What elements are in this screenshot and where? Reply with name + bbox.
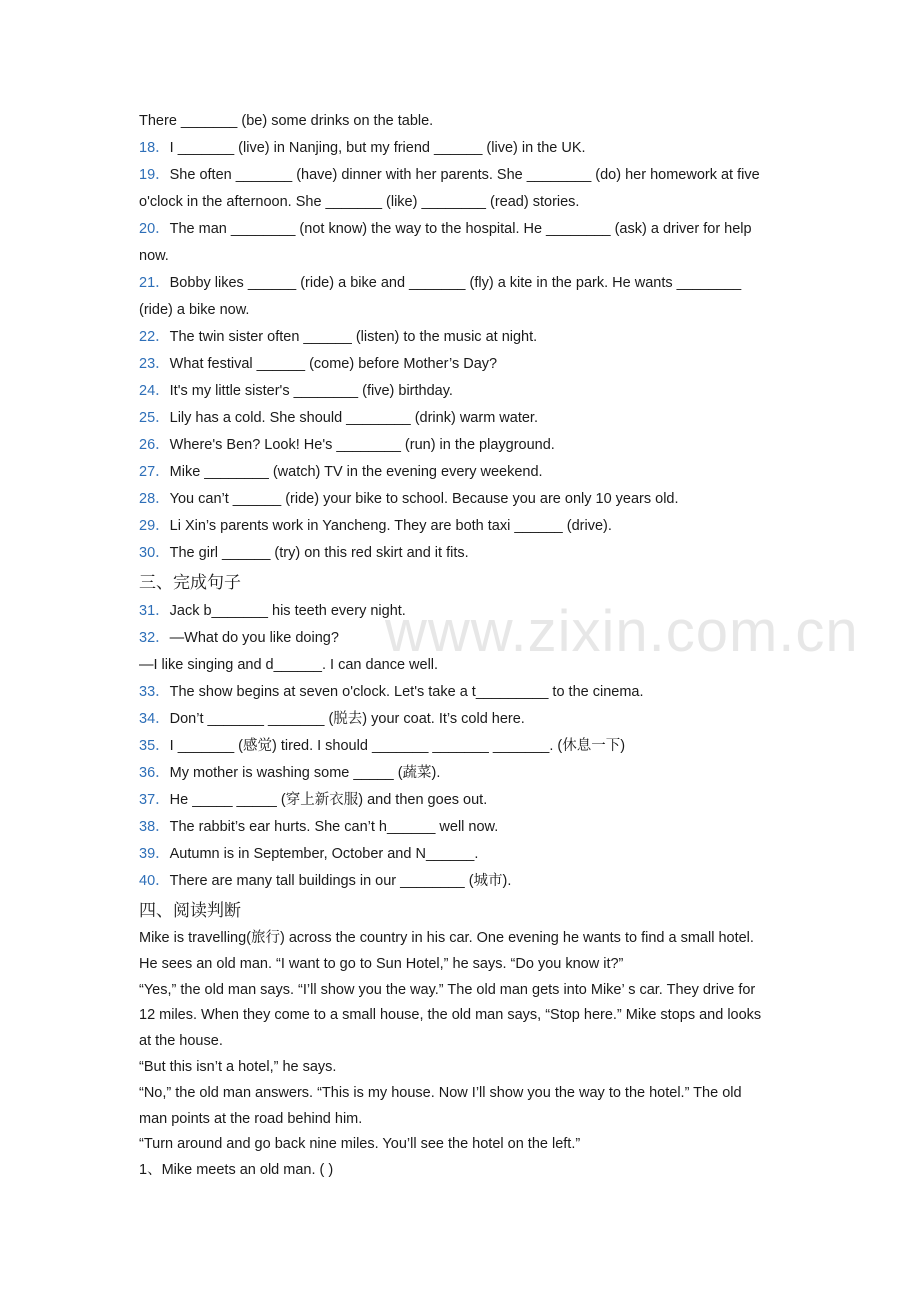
exercise-item: [139, 270, 789, 324]
question-number: 34．: [139, 711, 170, 727]
question-text: (ride) a bike now.: [139, 302, 250, 318]
exercise-line: [139, 733, 789, 760]
question-number: 22．: [139, 329, 170, 345]
exercise-line: [139, 814, 789, 841]
question-text: The show begins at seven o'clock. Let's take a t_________ to the cinema.: [169, 684, 644, 700]
exercise-item: [139, 814, 789, 841]
exercise-line-continued: [139, 652, 789, 679]
exercise-item: [139, 135, 789, 162]
exercise-item: [139, 432, 789, 459]
question-text: Where's Ben? Look! He's ________ (run) in the playground.: [169, 437, 555, 453]
question-text: I _______ (live) in Nanjing, but my friend ______ (live) in the UK.: [169, 140, 586, 156]
passage-line: man points at the road behind him.: [139, 1110, 363, 1127]
exercise-item: [139, 706, 789, 733]
question-text: There are many tall buildings in our ________ (城市).: [169, 873, 512, 889]
exercise-line: [139, 486, 789, 513]
question-number: 38．: [139, 819, 170, 835]
question-number: 25．: [139, 410, 170, 426]
passage-line: 1、Mike meets an old man. ( ): [139, 1162, 334, 1179]
exercise-line-continued: [139, 243, 789, 270]
sentence-completion-list: [139, 598, 789, 895]
exercise-line: [139, 598, 789, 625]
exercise-line-continued: [139, 189, 789, 216]
question-number: 27．: [139, 464, 170, 480]
question-number: 33．: [139, 684, 170, 700]
question-text: Mike ________ (watch) TV in the evening every weekend.: [169, 464, 543, 480]
question-number: 30．: [139, 545, 170, 561]
passage-line: “But this isn’t a hotel,” he says.: [139, 1058, 337, 1075]
section-4-title: 四、阅读判断: [139, 901, 241, 920]
reading-passage: [139, 926, 789, 1184]
question-text: —What do you like doing?: [169, 630, 339, 646]
grammar-exercise-list: [139, 135, 789, 567]
question-text: Bobby likes ______ (ride) a bike and _______ (fly) a kite in the park. He wants ________: [169, 275, 742, 291]
question-text: The twin sister often ______ (listen) to the music at night.: [169, 329, 538, 345]
question-number: 39．: [139, 846, 170, 862]
question-number: 37．: [139, 792, 170, 808]
exercise-line: [139, 513, 789, 540]
exercise-line: [139, 270, 789, 297]
question-number: 32．: [139, 630, 170, 646]
question-text: The man ________ (not know) the way to the hospital. He ________ (ask) a driver for help: [169, 221, 752, 237]
exercise-line: [139, 351, 789, 378]
question-text: It's my little sister's ________ (five) birthday.: [169, 383, 453, 399]
exercise-item: [139, 216, 789, 270]
exercise-line: [139, 324, 789, 351]
exercise-item: [139, 351, 789, 378]
question-text: Lily has a cold. She should ________ (drink) warm water.: [169, 410, 538, 426]
question-text: The rabbit’s ear hurts. She can’t h______ well now.: [169, 819, 499, 835]
question-text: I _______ (感觉) tired. I should _______ _______ _______. (休息一下): [169, 738, 626, 754]
exercise-line: [139, 135, 789, 162]
exercise-item: [139, 459, 789, 486]
exercise-item: [139, 378, 789, 405]
exercise-item: [139, 405, 789, 432]
question-text: Don’t _______ _______ (脱去) your coat. It’s cold here.: [169, 711, 525, 727]
exercise-line: [139, 787, 789, 814]
exercise-item: [139, 540, 789, 567]
exercise-item: [139, 841, 789, 868]
question-text: o'clock in the afternoon. She _______ (like) ________ (read) stories.: [139, 194, 580, 210]
question-number: 20．: [139, 221, 170, 237]
worksheet-page: [139, 108, 789, 1184]
exercise-item: [139, 324, 789, 351]
question-number: 23．: [139, 356, 170, 372]
exercise-item: [139, 868, 789, 895]
exercise-line: [139, 459, 789, 486]
exercise-line: [139, 868, 789, 895]
exercise-line: [139, 378, 789, 405]
exercise-item: [139, 679, 789, 706]
passage-line: Mike is travelling(旅行) across the country in his car. One evening he wants to find a small hotel.: [139, 930, 754, 946]
question-text: You can’t ______ (ride) your bike to school. Because you are only 10 years old.: [169, 491, 679, 507]
exercise-line: [139, 706, 789, 733]
section-3-title: 三、完成句子: [139, 573, 241, 592]
exercise-line: [139, 679, 789, 706]
exercise-line: [139, 841, 789, 868]
exercise-line: [139, 760, 789, 787]
exercise-item: [139, 598, 789, 625]
question-text: Li Xin’s parents work in Yancheng. They are both taxi ______ (drive).: [169, 518, 612, 534]
passage-line: He sees an old man. “I want to go to Sun Hotel,” he says. “Do you know it?”: [139, 955, 624, 972]
question-number: 35．: [139, 738, 170, 754]
passage-line: “Turn around and go back nine miles. You’ll see the hotel on the left.”: [139, 1136, 581, 1153]
watermark: www.zixin.com.cn: [385, 599, 859, 664]
question-text: She often _______ (have) dinner with her parents. She ________ (do) her homework at five: [169, 167, 760, 183]
question-number: 24．: [139, 383, 170, 399]
question-text: Jack b_______ his teeth every night.: [169, 603, 406, 619]
exercise-item: [139, 733, 789, 760]
question-number: 28．: [139, 491, 170, 507]
question-number: 19．: [139, 167, 170, 183]
question-text: He _____ _____ (穿上新衣服) and then goes out.: [169, 792, 488, 808]
exercise-line: [139, 162, 789, 189]
question-text: The girl ______ (try) on this red skirt and it fits.: [169, 545, 469, 561]
exercise-line: [139, 625, 789, 652]
question-text: Autumn is in September, October and N______.: [169, 846, 479, 862]
question-number: 26．: [139, 437, 170, 453]
exercise-item: [139, 760, 789, 787]
passage-line: at the house.: [139, 1033, 223, 1050]
passage-line: “Yes,” the old man says. “I’ll show you the way.” The old man gets into Mike’ s car. They drive for: [139, 981, 756, 998]
question-number: 21．: [139, 275, 170, 291]
exercise-line: [139, 216, 789, 243]
question-text: —I like singing and d______. I can dance well.: [139, 657, 439, 673]
exercise-item: [139, 486, 789, 513]
question-number: 36．: [139, 765, 170, 781]
question-number: 18．: [139, 140, 170, 156]
intro-sentence: There _______ (be) some drinks on the table.: [139, 113, 434, 129]
exercise-item: [139, 513, 789, 540]
exercise-line: [139, 540, 789, 567]
exercise-item: [139, 625, 789, 679]
question-text: now.: [139, 248, 169, 264]
exercise-line: [139, 405, 789, 432]
question-number: 40．: [139, 873, 170, 889]
exercise-item: [139, 787, 789, 814]
exercise-item: [139, 162, 789, 216]
question-number: 31．: [139, 603, 170, 619]
exercise-line: [139, 432, 789, 459]
question-text: What festival ______ (come) before Mother’s Day?: [169, 356, 498, 372]
question-text: My mother is washing some _____ (蔬菜).: [169, 765, 441, 781]
question-number: 29．: [139, 518, 170, 534]
exercise-line-continued: [139, 297, 789, 324]
passage-line: 12 miles. When they come to a small house, the old man says, “Stop here.” Mike stops and looks: [139, 1007, 762, 1024]
passage-line: “No,” the old man answers. “This is my house. Now I’ll show you the way to the hotel.” The old: [139, 1084, 742, 1101]
